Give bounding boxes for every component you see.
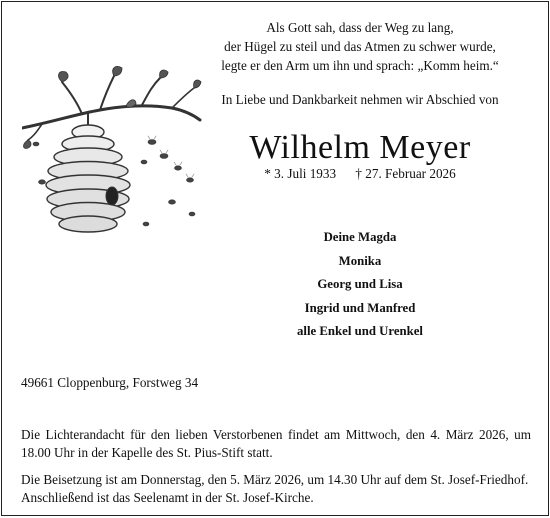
mourner: Georg und Lisa: [317, 277, 403, 291]
poem-line: legte er den Arm um ihn und sprach: „Komm heim.“: [221, 58, 499, 73]
poem: [192, 18, 528, 75]
mourners-list: [192, 226, 528, 344]
poem-line: der Hügel zu steil und das Atmen zu schwer wurde,: [224, 39, 496, 54]
obituary-notice: [1, 1, 549, 516]
deceased-name: Wilhelm Meyer: [249, 129, 471, 166]
mourner: Ingrid und Manfred: [304, 300, 416, 315]
mourner: Monika: [338, 253, 382, 268]
death-date: † 27. Februar 2026: [355, 166, 456, 181]
poem-line: Als Gott sah, dass der Weg zu lang,: [266, 20, 454, 35]
mourner: Deine Magda: [323, 230, 397, 244]
beehive-on-branch-icon: [22, 64, 202, 242]
mourner: alle Enkel und Urenkel: [297, 324, 423, 338]
funeral-notice: Die Beisetzung ist am Donnerstag, den 5. März 2026, um 14.30 Uhr auf dem St. Josef-Friedhof. Anschließend ist das Seelenamt in der St. Josef-Kirche.: [21, 472, 529, 505]
farewell-text: In Liebe und Dankbarkeit nehmen wir Abschied von: [221, 92, 499, 107]
candle-service-notice: Die Lichterandacht für den lieben Verstorbenen findet am Mittwoch, den 4. März 2026, um 18.00 Uhr in der Kapelle des St. Pius-Stift statt.: [21, 427, 531, 460]
birth-date: * 3. Juli 1933: [264, 166, 337, 181]
life-dates: [192, 166, 528, 182]
family-address: 49661 Cloppenburg, Forstweg 34: [21, 375, 199, 390]
